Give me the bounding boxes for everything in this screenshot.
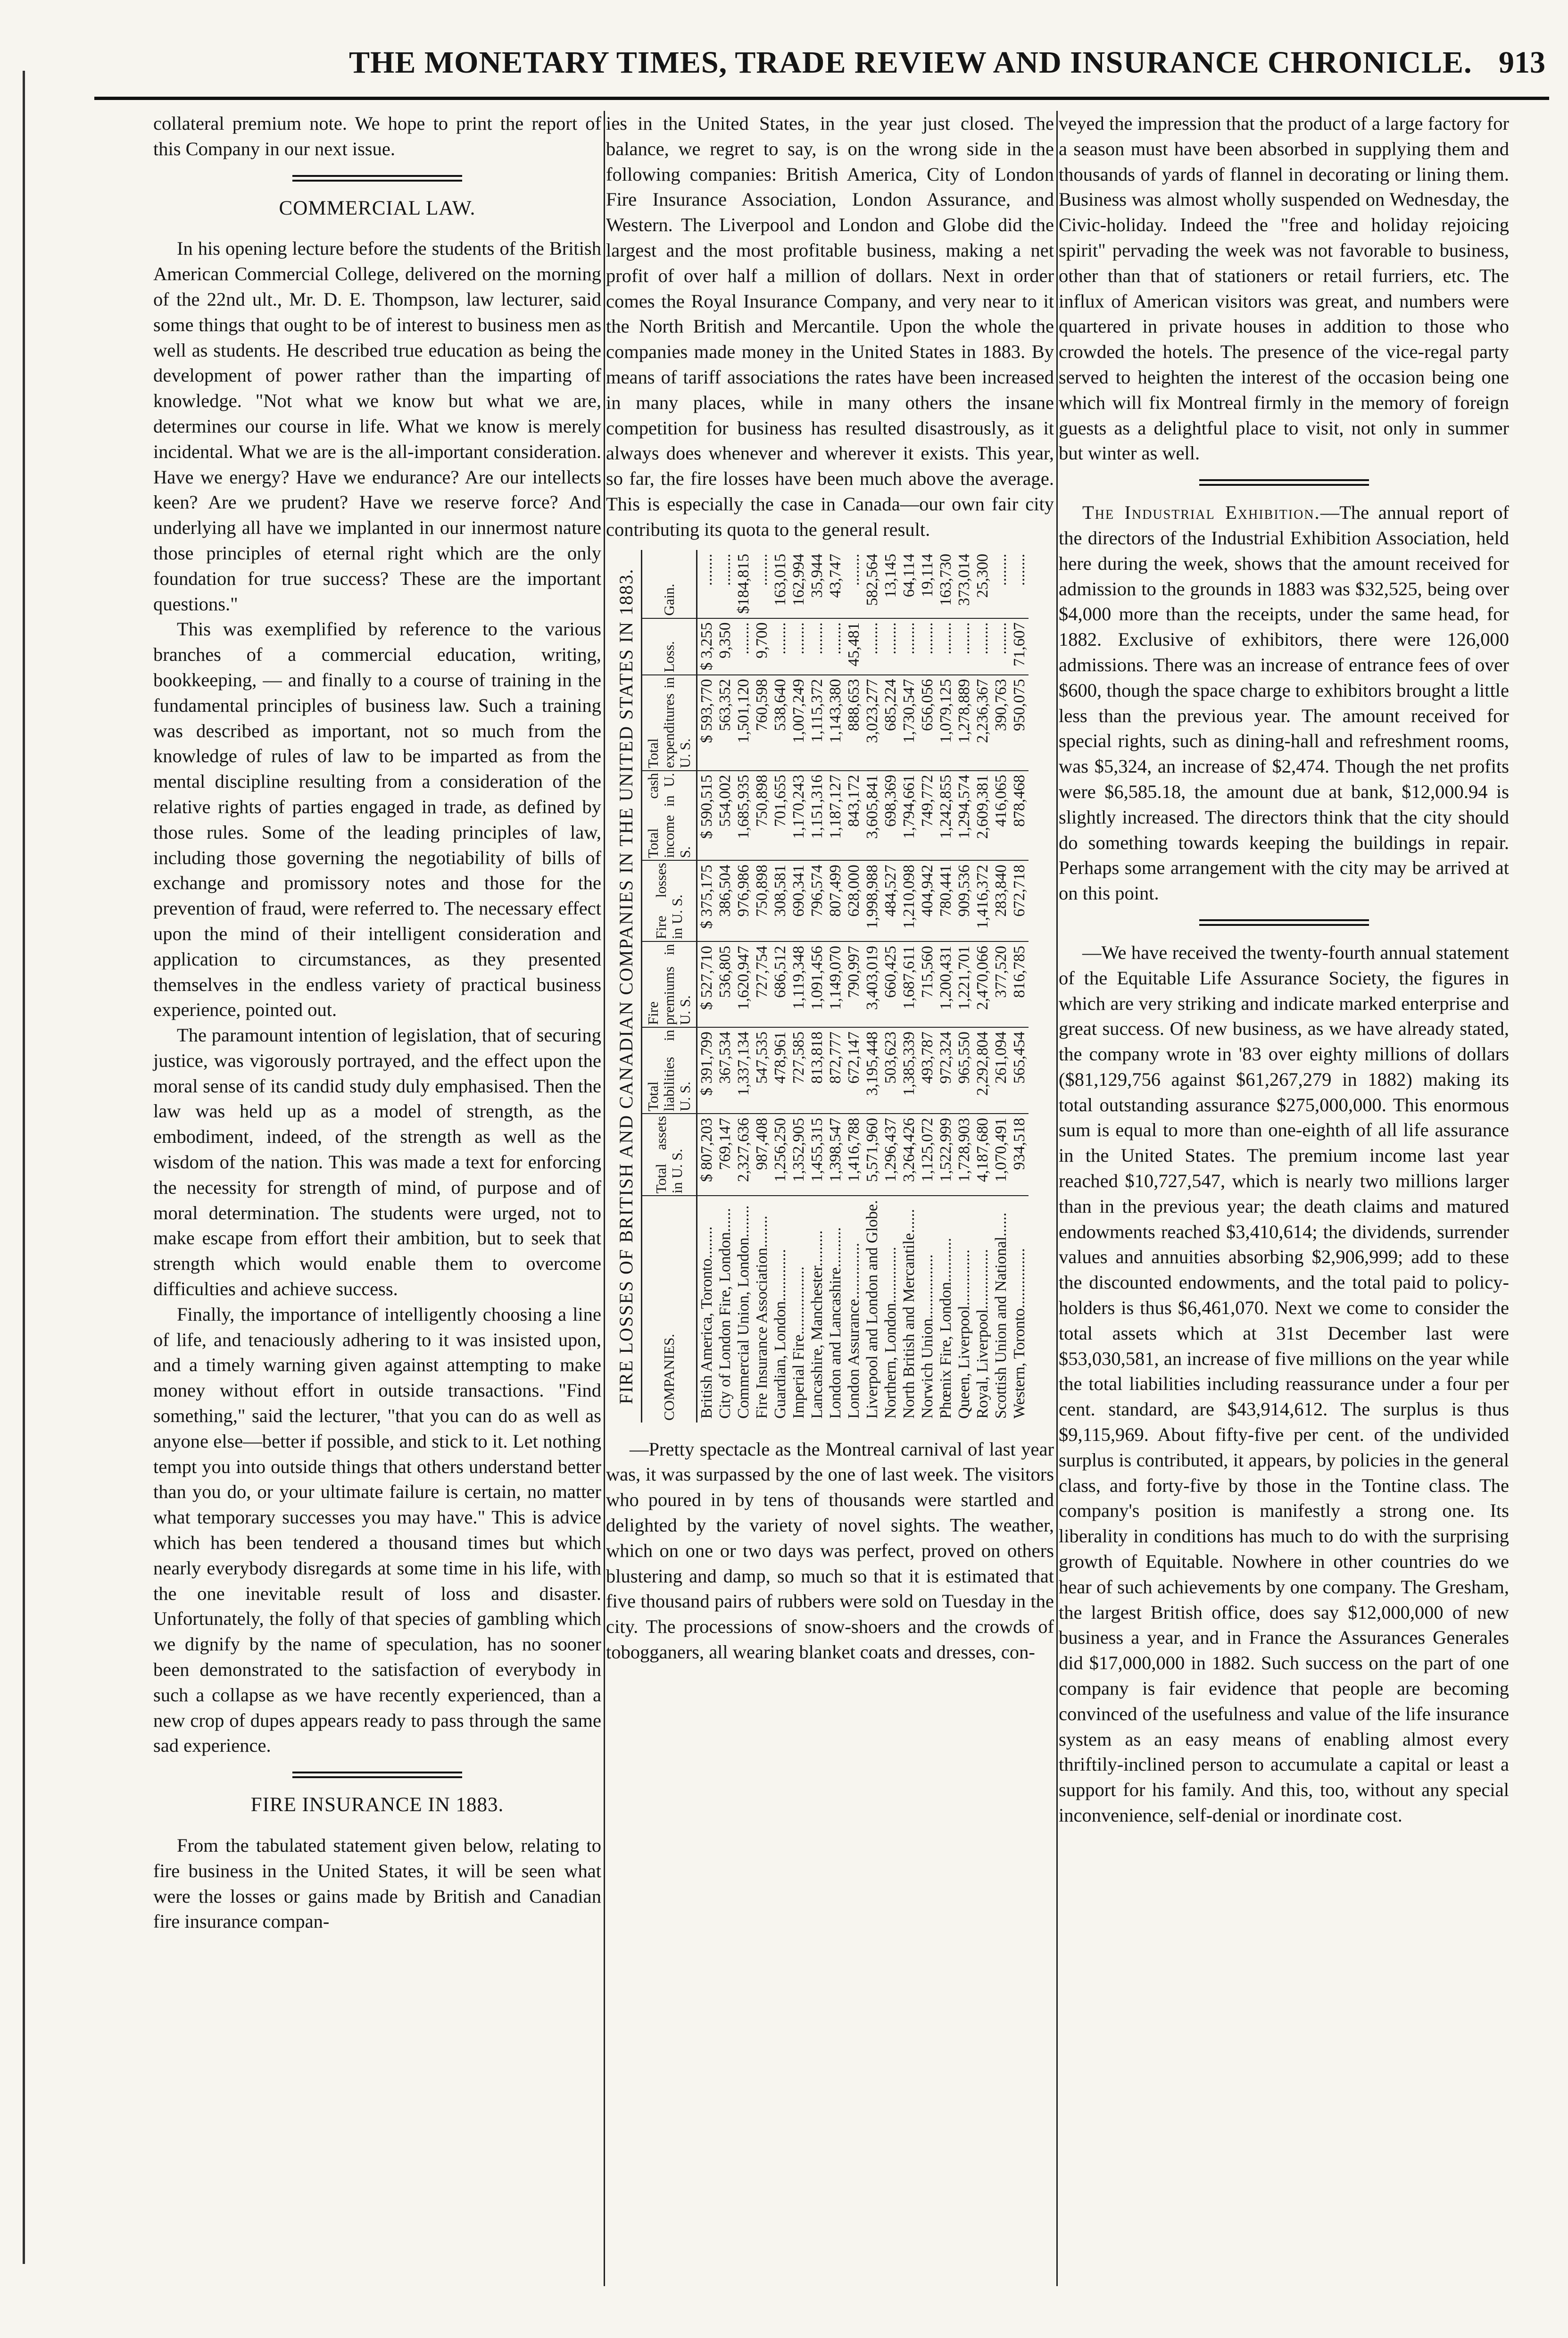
- masthead-title: THE MONETARY TIMES, TRADE REVIEW AND INSURANCE CHRONICLE.: [349, 45, 1472, 80]
- company-name-cell: Norwich Union................: [919, 1254, 936, 1419]
- value-cell: 367,534: [716, 1027, 734, 1114]
- value-cell: 698,369: [881, 770, 900, 860]
- section-separator: [1199, 919, 1369, 926]
- table-row: [753, 550, 771, 1423]
- value-cell: 1,522,999: [937, 1114, 955, 1196]
- value-cell: 386,504: [716, 860, 734, 941]
- value-cell: $ 593,770: [697, 674, 716, 770]
- table-row: [716, 550, 734, 1423]
- value-cell: 888,653: [845, 674, 863, 770]
- value-cell: 1,007,249: [789, 674, 808, 770]
- commercial-law-heading: COMMERCIAL LAW.: [279, 197, 476, 219]
- value-cell: 760,598: [753, 674, 771, 770]
- value-cell: 672,147: [845, 1027, 863, 1114]
- table-row: [955, 550, 973, 1423]
- value-cell: ........: [771, 618, 789, 674]
- value-cell: 9,700: [753, 618, 771, 674]
- column-divider-2: [1056, 111, 1058, 2286]
- table-header-cell: Total expenditures in U. S.: [642, 674, 697, 770]
- company-name-cell: Scottish Union and National......: [992, 1212, 1010, 1419]
- value-cell: 261,094: [992, 1027, 1010, 1114]
- table-row: [881, 550, 900, 1423]
- value-cell: 1,730,547: [900, 674, 918, 770]
- table-row: [900, 550, 918, 1423]
- value-cell: 1,143,380: [826, 674, 845, 770]
- header-rule: [94, 97, 1549, 100]
- value-cell: 1,070,491: [992, 1114, 1010, 1196]
- company-name-cell: City of London Fire, London......: [716, 1207, 734, 1419]
- value-cell: 2,609,381: [973, 770, 992, 860]
- value-cell: 493,787: [918, 1027, 937, 1114]
- value-cell: 749,772: [918, 770, 937, 860]
- table-row: [937, 550, 955, 1423]
- table-header-cell: Gain.: [642, 550, 697, 618]
- column-2: [606, 111, 1054, 1665]
- section-separator: [292, 175, 462, 182]
- value-cell: 1,242,855: [937, 770, 955, 860]
- value-cell: 1,256,250: [771, 1114, 789, 1196]
- value-cell: 3,023,277: [863, 674, 881, 770]
- value-cell: 416,065: [992, 770, 1010, 860]
- value-cell: 163,015: [771, 550, 789, 618]
- value-cell: ........: [992, 550, 1010, 618]
- value-cell: $184,815: [734, 550, 753, 618]
- company-name-cell: British America, Toronto........: [698, 1226, 715, 1419]
- fire-insurance-paragraph-1: From the tabulated statement given below, relating to fire business in the United States, it will be seen what were the losses or gains made by British and Canadian fire insurance compan-: [153, 1835, 601, 1932]
- section-separator: [1199, 479, 1369, 486]
- value-cell: 1,091,456: [808, 941, 826, 1027]
- value-cell: 162,994: [789, 550, 808, 618]
- value-cell: 727,585: [789, 1027, 808, 1114]
- value-cell: 377,520: [992, 941, 1010, 1027]
- value-cell: 816,785: [1010, 941, 1029, 1027]
- table-header-cell: Fire premiums in U. S.: [642, 941, 697, 1027]
- value-cell: 672,718: [1010, 860, 1029, 941]
- page-header: [0, 45, 1568, 97]
- value-cell: 1,398,547: [826, 1114, 845, 1196]
- value-cell: 404,942: [918, 860, 937, 941]
- value-cell: 538,640: [771, 674, 789, 770]
- table-row: [992, 550, 1010, 1423]
- value-cell: 1,385,339: [900, 1027, 918, 1114]
- value-cell: 1,221,701: [955, 941, 973, 1027]
- value-cell: ........: [900, 618, 918, 674]
- value-cell: 1,685,935: [734, 770, 753, 860]
- table-header-cell: Total liabilities in U. S.: [642, 1027, 697, 1114]
- value-cell: 373,014: [955, 550, 973, 618]
- value-cell: 4,187,680: [973, 1114, 992, 1196]
- exhibition-text: —The annual report of the directors of the Industrial Exhibition Association, held here during the week, shows that the amount received for admission to the grounds in 1883 was $32,525, being over $4,000 more than the receipts, under the same head, for 1882. Exclusive of exhibitors, there were 126,000 admissions. There was an increase of entrance fees of over $600, though the space charge to exhibitors brought a little less than the previous year. The amount received for special rights, such as dining-hall and refreshment rooms, was $5,324, an increase of $2,474. Though the net profits were $6,585.18, the amount due at bank, $12,000.94 is slightly increased. The directors think that the city should do something towards keeping the buildings in repair. Perhaps some arrangement with the city may be arrived at on this point.: [1059, 502, 1509, 904]
- table-caption: FIRE LOSSES OF BRITISH AND CANADIAN COMPANIES IN THE UNITED STATES IN 1883.: [612, 550, 642, 1423]
- company-name-cell: Liverpool and London and Globe.: [863, 1199, 881, 1419]
- carnival-continuation: veyed the impression that the product of a large factory for a season must have been absorbed in supplying them and thousands of yards of flannel in decorating or lining them. Business was almost wholly suspended on Wednesday, the Civic-holiday. Indeed the "free and holiday rejoicing spirit" pervading the week was not favorable to business, other than that of stationers or retail furriers, etc. The influx of American visitors was great, and numbers were quartered in private houses in addition to those who crowded the hotels. The presence of the vice-regal party served to heighten the interest of the occasion being one which will fix Montreal firmly in the memory of foreign guests as a delightful place to visit, not only in summer but winter as well.: [1059, 113, 1509, 464]
- company-name-cell: Fire Insurance Association........: [753, 1215, 771, 1419]
- value-cell: 71,607: [1010, 618, 1029, 674]
- value-cell: 554,002: [716, 770, 734, 860]
- value-cell: 3,403,019: [863, 941, 881, 1027]
- carnival-paragraph: —Pretty spectacle as the Montreal carnival of last year was, it was surpassed by the one of last week. The visitors who poured in by tens of thousands were startled and delighted by the variety of novel sights. The weather, which on one or two days was perfect, proved on others blustering and damp, so much so that it is estimated that five thousand pairs of rubbers were sold on Tuesday in the city. The processions of snow-shoers and the crowds of tobogganers, all wearing blanket coats and dresses, con-: [606, 1438, 1054, 1663]
- value-cell: 1,620,947: [734, 941, 753, 1027]
- table-header-cell: Loss.: [642, 618, 697, 674]
- value-cell: 1,125,072: [918, 1114, 937, 1196]
- value-cell: 547,535: [753, 1027, 771, 1114]
- value-cell: 1,998,988: [863, 860, 881, 941]
- value-cell: 1,337,134: [734, 1027, 753, 1114]
- value-cell: $ 527,710: [697, 941, 716, 1027]
- fire-losses-table: [642, 550, 1029, 1423]
- value-cell: 807,499: [826, 860, 845, 941]
- fire-losses-table-box: [606, 550, 1052, 1423]
- value-cell: ........: [734, 618, 753, 674]
- value-cell: $ 590,515: [697, 770, 716, 860]
- value-cell: 780,441: [937, 860, 955, 941]
- value-cell: 727,754: [753, 941, 771, 1027]
- value-cell: 750,898: [753, 770, 771, 860]
- value-cell: 628,000: [845, 860, 863, 941]
- value-cell: 565,454: [1010, 1027, 1029, 1114]
- value-cell: ........: [937, 618, 955, 674]
- value-cell: 478,961: [771, 1027, 789, 1114]
- company-name-cell: London and Lancashire..........: [827, 1227, 844, 1419]
- value-cell: 3,195,448: [863, 1027, 881, 1114]
- value-cell: 1,210,098: [900, 860, 918, 941]
- column-divider-1: [604, 111, 605, 2286]
- value-cell: ........: [808, 618, 826, 674]
- value-cell: 909,536: [955, 860, 973, 941]
- value-cell: ........: [826, 618, 845, 674]
- value-cell: 484,527: [881, 860, 900, 941]
- value-cell: 308,581: [771, 860, 789, 941]
- value-cell: 43,747: [826, 550, 845, 618]
- value-cell: 878,468: [1010, 770, 1029, 860]
- value-cell: 503,623: [881, 1027, 900, 1114]
- table-row: [1010, 550, 1029, 1423]
- value-cell: 1,151,316: [808, 770, 826, 860]
- value-cell: 1,352,905: [789, 1114, 808, 1196]
- value-cell: $ 3,255: [697, 618, 716, 674]
- table-row: [918, 550, 937, 1423]
- value-cell: 3,605,841: [863, 770, 881, 860]
- value-cell: 1,200,431: [937, 941, 955, 1027]
- value-cell: 163,730: [937, 550, 955, 618]
- value-cell: 1,501,120: [734, 674, 753, 770]
- company-name-cell: Lancashire, Manchester.........: [808, 1230, 826, 1419]
- equitable-paragraph: —We have received the twenty-fourth annual statement of the Equitable Life Assurance Society, the figures in which are very striking and indicate marked enterprise and great success. Of new business, as we have already stated, the company wrote in '83 over eighty millions of dollars ($81,129,756 against $61,267,279 in 1882) making its total outstanding assurance $275,000,000. This enormous sum is equal to more than one-eighth of all life assurance in the United States. The premium income last year reached $10,727,547, which is nearly two millions larger than in the previous year; the death claims and matured endowments reached $3,410,614; the dividends, surrender values and annuities absorbing $2,906,999; add to these the discounted endowments, and the total paid to policy-holders is thus $6,461,070. Next we come to consider the total assets which at 31st December last were $53,030,581, an increase of five millions on the year while the total liabilities including reassurance under a four per cent. standard, are $43,914,612. The surplus is thus $9,115,969. About fifty-five per cent. of the undivided surplus is contributed, it appears, by policies in the general class, and forty-five by those in the Tontine class. The company's position is manifestly a strong one. Its liberality in conditions has much to do with the surprising growth of Equitable. Nowhere in other countries do we hear of such achievements by one company. The Gresham, the largest British office, does say $12,000,000 of new business a year, and in France the Assurances Generales did $17,000,000 in 1882. Such success on the part of one company is fair evidence that people are becoming convinced of the usefulness and value of the life insurance system as an easy means of enabling almost every thriftily-inclined person to accumulate a capital or least a support for his family. And this, too, without any special inconvenience, self-denial or inordinate cost.: [1059, 941, 1509, 1826]
- table-row: [697, 550, 716, 1423]
- value-cell: 1,296,437: [881, 1114, 900, 1196]
- value-cell: 750,898: [753, 860, 771, 941]
- value-cell: 701,655: [771, 770, 789, 860]
- table-row: [826, 550, 845, 1423]
- value-cell: 1,187,127: [826, 770, 845, 860]
- section-separator: [292, 1772, 462, 1778]
- value-cell: 1,294,574: [955, 770, 973, 860]
- value-cell: 2,292,804: [973, 1027, 992, 1114]
- value-cell: $ 375,175: [697, 860, 716, 941]
- value-cell: ........: [992, 618, 1010, 674]
- value-cell: 715,560: [918, 941, 937, 1027]
- value-cell: 1,079,125: [937, 674, 955, 770]
- value-cell: 1,794,661: [900, 770, 918, 860]
- fire-losses-table-rotated: [612, 550, 1045, 1423]
- table-header-cell: Total assets in U. S.: [642, 1114, 697, 1196]
- value-cell: 2,470,066: [973, 941, 992, 1027]
- value-cell: ........: [1010, 550, 1029, 618]
- page-number: 913: [1499, 45, 1545, 80]
- value-cell: $ 807,203: [697, 1114, 716, 1196]
- commercial-law-paragraph-2: This was exemplified by reference to the various branches of a commercial education, writing, bookkeeping, — and finally to a course of training in the fundamental principles of business law. Such a training was described as important, not so much from the knowledge of rules of law to be imparted as from the mental discipline resulting from a consideration of the relative rights of parties engaged in trade, as defined by those rules. Some of the leading principles of law, including those governing the negotiability of bills of exchange and promissory notes and those for the prevention of fraud, were referred to. The necessary effect upon the mind of their intelligent consideration and application to circumstances, as they presented themselves in the endless variety of practical business experience, pointed out.: [153, 618, 601, 1021]
- exhibition-paragraph: [1059, 500, 1509, 906]
- article-continuation: collateral premium note. We hope to print the report of this Company in our next issue.: [153, 113, 601, 159]
- value-cell: 976,986: [734, 860, 753, 941]
- fire-insurance-paragraph-2: ies in the United States, in the year just closed. The balance, we regret to say, is on the wrong side in the following companies: British America, City of London Fire Insurance Association, London Assurance, and Western. The Liverpool and London and Globe did the largest and the most profitable business, making a net profit of over half a million of dollars. Next in order comes the Royal Insurance Company, and very near to it the North British and Mercantile. Upon the whole the companies made money in the United States in 1883. By means of tariff associations the rates have been increased in many places, while in many others the insane competition for business has resulted disastrously, as it always does whenever and wherever it exists. This year, so far, the fire losses have been much above the average. This is especially the case in Canada—our own fair city contributing its quota to the general result.: [606, 113, 1054, 540]
- binding-edge-mark: [23, 71, 25, 2264]
- company-name-cell: Western, Toronto...............: [1011, 1248, 1028, 1419]
- value-cell: $ 391,799: [697, 1027, 716, 1114]
- column-3: [1059, 111, 1509, 1828]
- value-cell: 25,300: [973, 550, 992, 618]
- value-cell: 872,777: [826, 1027, 845, 1114]
- company-name-cell: Royal, Liverpool...............: [974, 1248, 991, 1419]
- table-header-cell: COMPANIES.: [642, 1196, 697, 1423]
- value-cell: 934,518: [1010, 1114, 1029, 1196]
- table-header-cell: Total cash income in U. S.: [642, 770, 697, 860]
- value-cell: 950,075: [1010, 674, 1029, 770]
- value-cell: 843,172: [845, 770, 863, 860]
- value-cell: 2,327,636: [734, 1114, 753, 1196]
- value-cell: 690,341: [789, 860, 808, 941]
- value-cell: 796,574: [808, 860, 826, 941]
- company-name-cell: Phœnix Fire, London...........: [937, 1238, 954, 1419]
- value-cell: 1,416,372: [973, 860, 992, 941]
- table-row: [973, 550, 992, 1423]
- value-cell: 1,119,348: [789, 941, 808, 1027]
- table-row: [808, 550, 826, 1423]
- value-cell: ........: [881, 618, 900, 674]
- column-1: [153, 111, 601, 1934]
- value-cell: 9,350: [716, 618, 734, 674]
- table-row: [863, 550, 881, 1423]
- company-name-cell: North British and Mercantile......: [900, 1208, 918, 1419]
- value-cell: 1,115,372: [808, 674, 826, 770]
- company-name-cell: Queen, Liverpool..............: [955, 1249, 973, 1419]
- table-body: [697, 550, 1029, 1423]
- value-cell: 283,840: [992, 860, 1010, 941]
- value-cell: 64,114: [900, 550, 918, 618]
- value-cell: 3,264,426: [900, 1114, 918, 1196]
- value-cell: 656,056: [918, 674, 937, 770]
- table-row: [734, 550, 753, 1423]
- value-cell: 813,818: [808, 1027, 826, 1114]
- value-cell: ........: [753, 550, 771, 618]
- table-header-row: [642, 550, 697, 1423]
- value-cell: 972,324: [937, 1027, 955, 1114]
- value-cell: 1,149,070: [826, 941, 845, 1027]
- value-cell: ........: [918, 618, 937, 674]
- table-header-cell: Fire losses in U. S.: [642, 860, 697, 941]
- value-cell: 1,278,889: [955, 674, 973, 770]
- value-cell: 2,236,367: [973, 674, 992, 770]
- value-cell: 685,224: [881, 674, 900, 770]
- company-name-cell: Imperial Fire.................: [790, 1266, 807, 1419]
- value-cell: 965,550: [955, 1027, 973, 1114]
- value-cell: 13,145: [881, 550, 900, 618]
- company-name-cell: London Assurance..............: [845, 1242, 863, 1419]
- company-name-cell: Guardian, London.............: [772, 1248, 789, 1419]
- value-cell: 769,147: [716, 1114, 734, 1196]
- value-cell: 582,564: [863, 550, 881, 618]
- exhibition-lead-in: The Industrial Exhibition.: [1082, 502, 1320, 524]
- table-row: [789, 550, 808, 1423]
- value-cell: 1,728,903: [955, 1114, 973, 1196]
- table-row: [771, 550, 789, 1423]
- fire-insurance-heading: FIRE INSURANCE IN 1883.: [250, 1794, 504, 1816]
- value-cell: ........: [697, 550, 716, 618]
- commercial-law-paragraph-3: The paramount intention of legislation, that of securing justice, was vigorously portrayed, and the effect upon the moral sense of its candid study duly emphasised. Then the law was held up as a model of strength, as the embodiment, indeed, of the strength as well as the wisdom of the nation. This was made a text for enforcing the necessity for strength of mind, of purpose and of moral determination. The students were urged, not to make escape from effort their ambition, but to seek that strength which would enable them to overcome difficulties and achieve success.: [153, 1024, 601, 1300]
- commercial-law-paragraph-1: In his opening lecture before the students of the British American Commercial College, delivered on the morning of the 22nd ult., Mr. D. E. Thompson, law lecturer, said some things that ought to be of interest to business men as well as students. He described true education as being the development of power rather than the imparting of knowledge. "Not what we know but what we are, determines our course in life. What we know is merely incidental. What we are is the all-important consideration. Have we energy? Have we endurance? Are our intellects keen? Are we prudent? Have we reserve force? And underlying all have we implanted in our innermost nature those principles of eternal right which are the only foundation for true success? These are the important questions.": [153, 238, 601, 615]
- value-cell: 390,763: [992, 674, 1010, 770]
- value-cell: 790,997: [845, 941, 863, 1027]
- value-cell: 35,944: [808, 550, 826, 618]
- value-cell: 536,805: [716, 941, 734, 1027]
- value-cell: 563,352: [716, 674, 734, 770]
- value-cell: ........: [716, 550, 734, 618]
- company-name-cell: Northern, London..............: [882, 1247, 899, 1419]
- value-cell: 1,416,788: [845, 1114, 863, 1196]
- value-cell: ........: [955, 618, 973, 674]
- table-row: [845, 550, 863, 1423]
- value-cell: 19,114: [918, 550, 937, 618]
- value-cell: 987,408: [753, 1114, 771, 1196]
- value-cell: ........: [863, 618, 881, 674]
- value-cell: 1,170,243: [789, 770, 808, 860]
- value-cell: ........: [845, 550, 863, 618]
- value-cell: 5,571,960: [863, 1114, 881, 1196]
- value-cell: 660,425: [881, 941, 900, 1027]
- value-cell: 686,512: [771, 941, 789, 1027]
- value-cell: 1,687,611: [900, 941, 918, 1027]
- commercial-law-paragraph-4: Finally, the importance of intelligently choosing a line of life, and tenaciously adhering to it was insisted upon, and a timely warning given against attempting to make money without effort in outside transactions. "Find something," said the lecturer, "that you can do as well as anyone else—better if possible, and stick to it. Let nothing tempt you into outside things that others understand better than you do, or your ultimate failure is certain, no matter what temporary successes you may have." This is advice which has been tendered a thousand times but which nearly everybody disregards at some time in his life, with the one inevitable result of loss and disaster. Unfortunately, the folly of that species of gambling which we dignify by the name of speculation, has no sooner been demonstrated to the satisfaction of everybody in such a collapse as we have recently experienced, than a new crop of dupes appears ready to pass through the same sad experience.: [153, 1303, 601, 1756]
- company-name-cell: Commercial Union, London........: [735, 1205, 752, 1419]
- value-cell: 1,455,315: [808, 1114, 826, 1196]
- value-cell: 45,481: [845, 618, 863, 674]
- value-cell: ........: [789, 618, 808, 674]
- value-cell: ........: [973, 618, 992, 674]
